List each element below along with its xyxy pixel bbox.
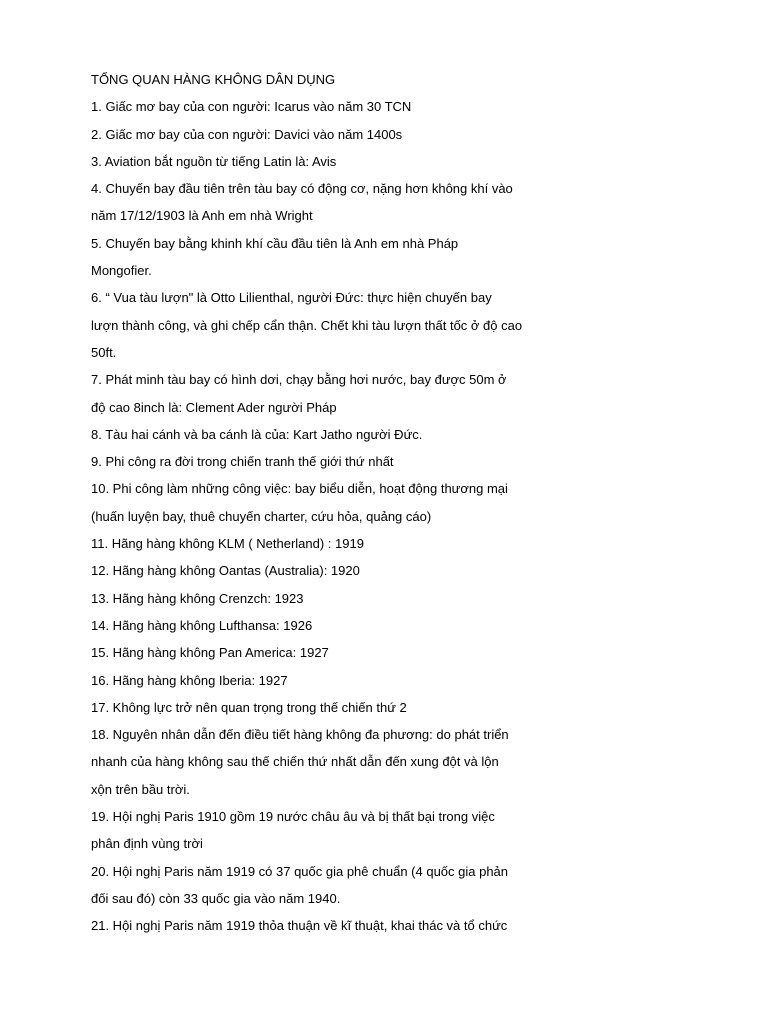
text-line: 1. Giấc mơ bay của con người: Icarus vào năm 30 TCN bbox=[91, 99, 412, 115]
text-line: phân định vùng trời bbox=[91, 836, 203, 852]
text-line: lượn thành công, và ghi chếp cẩn thận. Chết khi tàu lượn thất tốc ở độ cao bbox=[91, 317, 523, 333]
text-line: (huấn luyện bay, thuê chuyến charter, cứu hỏa, quảng cáo) bbox=[91, 508, 432, 524]
text-line: độ cao 8inch là: Clement Ader người Pháp bbox=[91, 399, 337, 415]
text-line: Mongofier. bbox=[91, 263, 152, 279]
text-line: 9. Phi công ra đời trong chiến tranh thế giới thứ nhất bbox=[91, 454, 394, 470]
text-line: 18. Nguyên nhân dẫn đến điều tiết hàng không đa phương: do phát triển bbox=[91, 727, 509, 743]
text-line: 21. Hội nghị Paris năm 1919 thỏa thuận về kĩ thuật, khai thác và tổ chức bbox=[91, 918, 508, 934]
text-line: 50ft. bbox=[91, 344, 117, 360]
text-line: xộn trên bầu trời. bbox=[91, 781, 190, 797]
text-line: 17. Không lực trở nên quan trọng trong thế chiến thứ 2 bbox=[91, 699, 407, 715]
text-line: 2. Giấc mơ bay của con người: Davici vào năm 1400s bbox=[91, 126, 403, 142]
text-line: 15. Hãng hàng không Pan America: 1927 bbox=[91, 645, 329, 661]
text-line: năm 17/12/1903 là Anh em nhà Wright bbox=[91, 208, 313, 224]
document-body bbox=[91, 66, 691, 940]
document-title: TỔNG QUAN HÀNG KHÔNG DÂN DỤNG bbox=[91, 72, 336, 87]
text-line: 4. Chuyến bay đầu tiên trên tàu bay có động cơ, nặng hơn không khí vào bbox=[91, 181, 513, 197]
text-line: 3. Aviation bắt nguồn từ tiếng Latin là: Avis bbox=[91, 153, 337, 169]
text-line: 6. “ Vua tàu lượn" là Otto Lilienthal, người Đức: thực hiện chuyến bay bbox=[91, 290, 492, 306]
text-line: 20. Hội nghị Paris năm 1919 có 37 quốc gia phê chuẩn (4 quốc gia phản bbox=[91, 863, 509, 879]
text-line: 13. Hãng hàng không Crenzch: 1923 bbox=[91, 590, 304, 606]
text-line: nhanh của hàng không sau thế chiến thứ nhất dẫn đến xung đột và lộn bbox=[91, 754, 499, 770]
text-line: 19. Hội nghị Paris 1910 gồm 19 nước châu âu và bị thất bại trong việc bbox=[91, 809, 495, 825]
text-line: 16. Hãng hàng không Iberia: 1927 bbox=[91, 672, 288, 688]
text-line: 10. Phi công làm những công việc: bay biểu diễn, hoạt động thương mại bbox=[91, 481, 508, 497]
text-line: đối sau đó) còn 33 quốc gia vào năm 1940. bbox=[91, 890, 341, 906]
text-line: 11. Hãng hàng không KLM ( Netherland) : 1919 bbox=[91, 536, 364, 552]
text-line: 7. Phát minh tàu bay có hình dơi, chạy bằng hơi nước, bay được 50m ở bbox=[91, 372, 507, 388]
text-line: 8. Tàu hai cánh và ba cánh là của: Kart Jatho người Đức. bbox=[91, 426, 423, 442]
text-line: 5. Chuyến bay bằng khinh khí cầu đầu tiên là Anh em nhà Pháp bbox=[91, 235, 459, 251]
text-line: 14. Hãng hàng không Lufthansa: 1926 bbox=[91, 617, 313, 633]
text-line: 12. Hãng hàng không Oantas (Australia): 1920 bbox=[91, 563, 360, 579]
